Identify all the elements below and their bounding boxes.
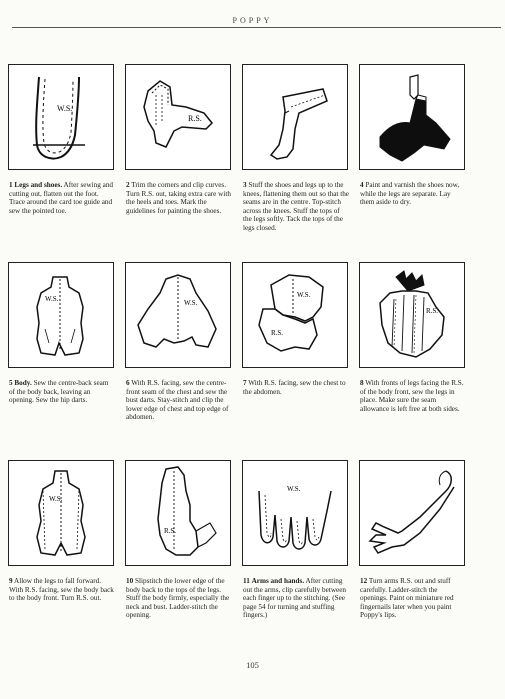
step-illustration [242,460,348,566]
chest-seam-illustration [126,263,230,367]
pattern-label: R.S. [426,307,439,315]
step-number: 12 [360,577,368,585]
page-header: POPPY [232,16,273,25]
stuffed-arm-illustration [360,461,464,565]
step-text: After cutting out the arms, clip carefully between each finger up to the stitching. (See page 54 for turning and stuffing fingers.) [243,577,346,620]
step-caption [9,181,115,215]
step-text: Trim the corners and clip curves. Turn R.S. out, taking extra care with the heels and toes. Mark the guidelines for painting the shoes. [126,181,231,215]
step-text: With fronts of legs facing the R.S. of the body front, sew the legs in place. Make sure the seam allowance is left free at both sides. [360,379,464,413]
step-illustration [359,262,465,368]
legs-attached-illustration [360,263,464,367]
stuffed-leg-illustration [243,65,347,169]
step-caption [243,379,349,396]
step-number: 8 [360,379,364,387]
step-caption [126,379,232,422]
leg-pattern-illustration [9,65,113,169]
step-caption [360,181,466,207]
step-number: 5 [9,379,13,387]
step-illustration [8,460,114,566]
step-caption [9,379,115,405]
step-caption [9,577,115,603]
step-illustration [125,64,231,170]
step-text: Stuff the shoes and legs up to the knees, flattening them out so that the seams are in the centre. Top-stitch across the knees. Stuff the tops of the legs softly. Tack the tops of the legs closed. [243,181,349,232]
hand-pattern-illustration [243,461,347,565]
step-number: 1 [9,181,13,189]
step-number: 9 [9,577,13,585]
painted-shoe-illustration [360,65,464,169]
body-back-illustration [9,263,113,367]
page-number: 105 [246,660,259,670]
pattern-label: W.S. [297,291,311,299]
chest-abdomen-illustration [243,263,347,367]
step-number: 4 [360,181,364,189]
step-text: After sewing and cutting out, flatten out the foot. Trace around the card toe guide and sew the pointed toe. [9,181,114,215]
step-number: 10 [126,577,134,585]
step-caption [360,379,466,413]
pattern-label: W.S. [184,299,198,307]
step-title: Arms and hands. [251,577,305,585]
step-text: With R.S. facing, sew the centre-front seam of the chest and sew the bust darts. Stay-stitch and clip the lower edge of chest and top edge of abdomen. [126,379,229,422]
step-text: Sew the centre-back seam of the body back, leaving an opening. Sew the hip darts. [9,379,109,405]
step-illustration [359,64,465,170]
step-caption [243,181,349,233]
step-number: 11 [243,577,250,585]
step-illustration [242,262,348,368]
pattern-label: W.S. [45,295,59,303]
stuffed-body-illustration [126,461,230,565]
body-turned-illustration [9,461,113,565]
pattern-label: W.S. [49,495,63,503]
step-number: 2 [126,181,130,189]
step-text: With R.S. facing, sew the chest to the abdomen. [243,379,346,396]
shoe-pattern-illustration [126,65,230,169]
step-title: Body. [14,379,32,387]
step-text: Allow the legs to fall forward. With R.S. facing, sew the body back to the body front. Turn R.S. out. [9,577,114,603]
header-rule [12,27,501,28]
step-illustration [359,460,465,566]
step-illustration [8,64,114,170]
step-caption [126,577,232,620]
step-text: Slipstitch the lower edge of the body back to the tops of the legs. Stuff the body firmly, especially the neck and bust. Ladder-stitch the opening. [126,577,230,620]
step-number: 7 [243,379,247,387]
step-title: Legs and shoes. [14,181,63,189]
step-number: 6 [126,379,130,387]
step-caption [360,577,466,620]
pattern-label: R.S. [271,329,284,337]
step-illustration [8,262,114,368]
step-caption [126,181,232,215]
step-illustration [125,460,231,566]
step-text: Paint and varnish the shoes now, while the legs are separate. Lay them aside to dry. [360,181,460,207]
step-number: 3 [243,181,247,189]
pattern-label: W.S. [57,104,73,113]
pattern-label: W.S. [287,485,301,493]
pattern-label: R.S. [188,114,202,123]
pattern-label: R.S. [164,527,177,535]
step-text: Turn arms R.S. out and stuff carefully. Ladder-stitch the openings. Paint on miniature red fingernails later when you paint Poppy's lips. [360,577,454,620]
step-illustration [242,64,348,170]
step-illustration [125,262,231,368]
step-caption [243,577,349,620]
